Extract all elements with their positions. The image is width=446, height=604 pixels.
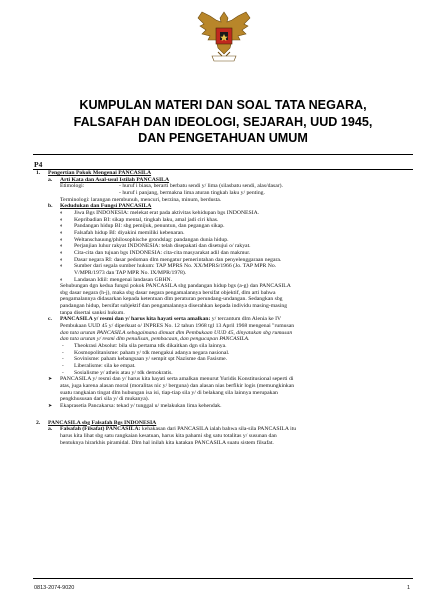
bullet-item	[34, 257, 410, 264]
bullet-text: Sumber dari segala sumber hukum: TAP MPRS No. XX/MPRS/1966 (Jo. TAP MPR No.	[74, 263, 277, 270]
document-body	[34, 170, 410, 446]
arrow-paragraph-2: ➤ Ekaprasetia Pancakarsa: tekad y/ tunggal u/ melakukan lima kehendak.	[48, 402, 222, 409]
bullet-continuation: V/MPR/1973 dan TAP MPR No. IX/MPR/1978).	[74, 269, 187, 276]
bullet-text: Landasan Idiil: mengenai landasan GBHN.	[74, 276, 173, 283]
arrow-text: atas, juga karena alasan moral (moralitas nic y/ berguna) dan alasan nias berfikir logis (memungkinkan	[60, 383, 295, 389]
bullet-text: Weltanschauung/philosophische grondslag: pandangan dunia hidup.	[74, 236, 229, 243]
dash-icon: -	[62, 369, 64, 376]
arrow-line	[34, 383, 410, 390]
bullet-item	[34, 223, 410, 230]
paragraph-line: pengamalannya didasarkan kepada ketentuan dlm peraturan perundang-undangan. Sedangkan sbg	[60, 296, 283, 303]
dash-item	[34, 356, 410, 363]
bullet-text: Perjanjian luhur rakyat INDONESIA: telah disepakati dan disetujui o/ rakyat.	[74, 243, 251, 250]
dash-text: Theokrasi Absolut: bila sila pertama tdk dikaitkan dgn sila lainnya.	[74, 343, 227, 350]
dash-icon: -	[62, 349, 64, 356]
document-title: KUMPULAN MATERI DAN SOAL TATA NEGARA, FALSAFAH DAN IDEOLOGI, SEJARAH, UUD 1945, DAN PENGETAHUAN UMUM	[73, 98, 373, 145]
bullet-item	[34, 210, 410, 217]
page-footer	[34, 585, 410, 591]
arrow-line	[34, 390, 410, 397]
dash-icon: -	[62, 363, 64, 370]
bullet-text: Cita-cita dan tujuan bgs INDONESIA: cita-cita masyarakat adil dan makmur.	[74, 249, 251, 256]
etymology-line-1: Etimologi: - huruf i biasa, berarti berbatu sendi y/ lima (silasbatu sendi, alas/dasar).	[60, 183, 283, 190]
bullet-item	[34, 250, 410, 257]
bullet-item	[34, 230, 410, 237]
section-2a-line: a. Falsafah (Filsafat) PANCASILA: kehakasan dari PANCASILA ialah bahwa sila-sila PANCASILA itu	[48, 426, 297, 433]
explanation-paragraph	[60, 283, 410, 316]
dash-icon: -	[62, 356, 64, 363]
bullet-item	[34, 217, 410, 224]
footer-phone: 0813-2074-9020	[34, 585, 75, 591]
bullet-icon: ◐	[60, 276, 64, 283]
page-number: 1	[406, 585, 410, 591]
subsection-c-text-1: Pembukaan UUD 45 y/ diperkuat o/ INPRES No. 12 tahun 1968 tgl 13 April 1968 mengenai "rumusan	[60, 323, 295, 330]
bullet-item	[34, 243, 410, 250]
header-rule	[33, 154, 413, 155]
bullet-text: Falsafah hidup BI: diyakini memiliki kebenaran.	[74, 229, 185, 236]
bullet-icon: ◐	[60, 209, 64, 216]
section-1-heading: 1. Pengertian Pokok Mengenai PANCASILA	[36, 170, 152, 176]
bullet-icon: ◐	[60, 243, 64, 250]
section-2-heading: 2. PANCASILA sbg Falsafah Bgs INDONESIA	[36, 419, 157, 426]
footer-rule	[33, 578, 413, 579]
bullet-icon: ◐	[60, 249, 64, 256]
subsection-c-text-2: dan tata urutan PANCASILA sebagaimana dimuat dlm Pembukaan UUD 45, dinyatakan sbg rumusan	[60, 329, 293, 336]
bullet-item	[34, 277, 410, 284]
bullet-icon: ◐	[60, 216, 64, 223]
subsection-b-heading: b. Kedudukan dan Fungsi PANCASILA	[48, 203, 152, 210]
paragraph-line: sbg dasar negara (h-j), maka sbg dasar negara pengamalannya bersifat objektif, dlm arti bahwa	[60, 289, 276, 296]
bullet-item	[34, 263, 410, 270]
bullet-item	[34, 237, 410, 244]
bullet-icon: ◐	[60, 229, 64, 236]
section-2a-text-1: harus kita lihat sbg satu rangkaian kesatuan, harus kita pahami sbg satu totalitas y/ susunan dan	[60, 432, 277, 439]
bullet-icon: ◐	[60, 223, 64, 230]
dash-item	[34, 363, 410, 370]
arrow-icon: ➤	[48, 376, 53, 383]
paragraph-line: pandangan hidup, bersifat subjektif dan pengamalannya diserahkan kepada individu masing-masing	[60, 303, 288, 310]
dash-text: Sosialisme y/ atheis atau y/ tdk demokratis.	[74, 369, 173, 376]
bullet-text: Dasar negara RI: dasar pedoman dlm mengatur pemerintahan dan penyelenggaraan negara.	[74, 256, 282, 263]
section-number: P4	[34, 160, 43, 169]
dash-text: Kosmopolitanisme: paham y/ tdk mengakui adanya negara nasional.	[74, 349, 230, 356]
subsection-c-text-3: dan tata urutan y/ resmi dlm penulisan, pembacaan, dan pengucapan PANCASILA.	[60, 336, 250, 343]
bullet-text: Jiwa Bgs INDONESIA: melekat erat pada aktivitas kehidupan bgs INDONESIA.	[74, 209, 260, 216]
bullet-icon: ◐	[60, 263, 64, 270]
garuda-emblem-icon	[196, 8, 252, 70]
dash-item	[34, 343, 410, 350]
paragraph-line: Sehubungan dgn kedua fungsi pokok PANCASILA sbg pandangan hidup bgs (a-g) dan PANCASILA	[60, 283, 291, 290]
etymology-line-2: - huruf i panjang, bermakna lima aturan tingkah laku y/ penting.	[119, 189, 265, 196]
arrow-icon: ➤	[48, 402, 53, 409]
dash-text: Liberalisme: sila ke empat.	[74, 363, 136, 370]
dash-list	[34, 343, 410, 376]
section-2a-text-2: bentuknya hirarkhis piramidal. Dlm hal inilah kita katakan PANCASILA suatu sistem filsafat.	[60, 439, 274, 446]
bullet-icon: ◐	[60, 236, 64, 243]
arrow-text: suatu rangkaian tingat dlm hubungan isa isi, tiap-tiap sila y/ di belakang sila lainnya merupakan	[60, 389, 278, 396]
bullet-text: Pandangan hidup BI: sbg pemijuk, penuntun, dan pegangan sikap.	[74, 223, 225, 230]
arrow-line	[34, 396, 410, 403]
subsection-c-line: c. PANCASILA y/ resmi dan y/ harus kita hayati serta amalkan: y/ tercantum dlm Alenia ke IV	[48, 316, 282, 323]
subsection-a-heading: a. Arti Kata dan Asal-usul Istilah PANCASILA	[48, 176, 170, 183]
terminology-line: Terminologi: larangan membunuh, mencuri, berzina, minum, berdusta.	[60, 196, 222, 203]
function-bullet-list	[34, 210, 410, 283]
dash-icon: -	[62, 343, 64, 350]
arrow-paragraph-1	[34, 376, 410, 403]
dash-item	[34, 370, 410, 377]
arrow-text: PANCASILA y/ resmi dan y/ harus kita hayati serta amalkan menurut Yuridis Konstitusional seperti di	[60, 376, 294, 383]
bullet-icon: ◐	[60, 256, 64, 263]
bullet-text: Kepribadian BI: sikap mental, tingkah laku, amal jadi ciri khas.	[74, 216, 219, 223]
paragraph-line: tanpa disertai sanksi hukum.	[60, 309, 125, 316]
arrow-line	[34, 376, 410, 383]
arrow-text: pengkhususan dari sila y/ di mukanya).	[60, 396, 150, 403]
dash-item	[34, 350, 410, 357]
dash-text: Sovinisme: paham kebangsaan y/ sempit spt Nazisme dan Fasisme.	[74, 356, 228, 363]
